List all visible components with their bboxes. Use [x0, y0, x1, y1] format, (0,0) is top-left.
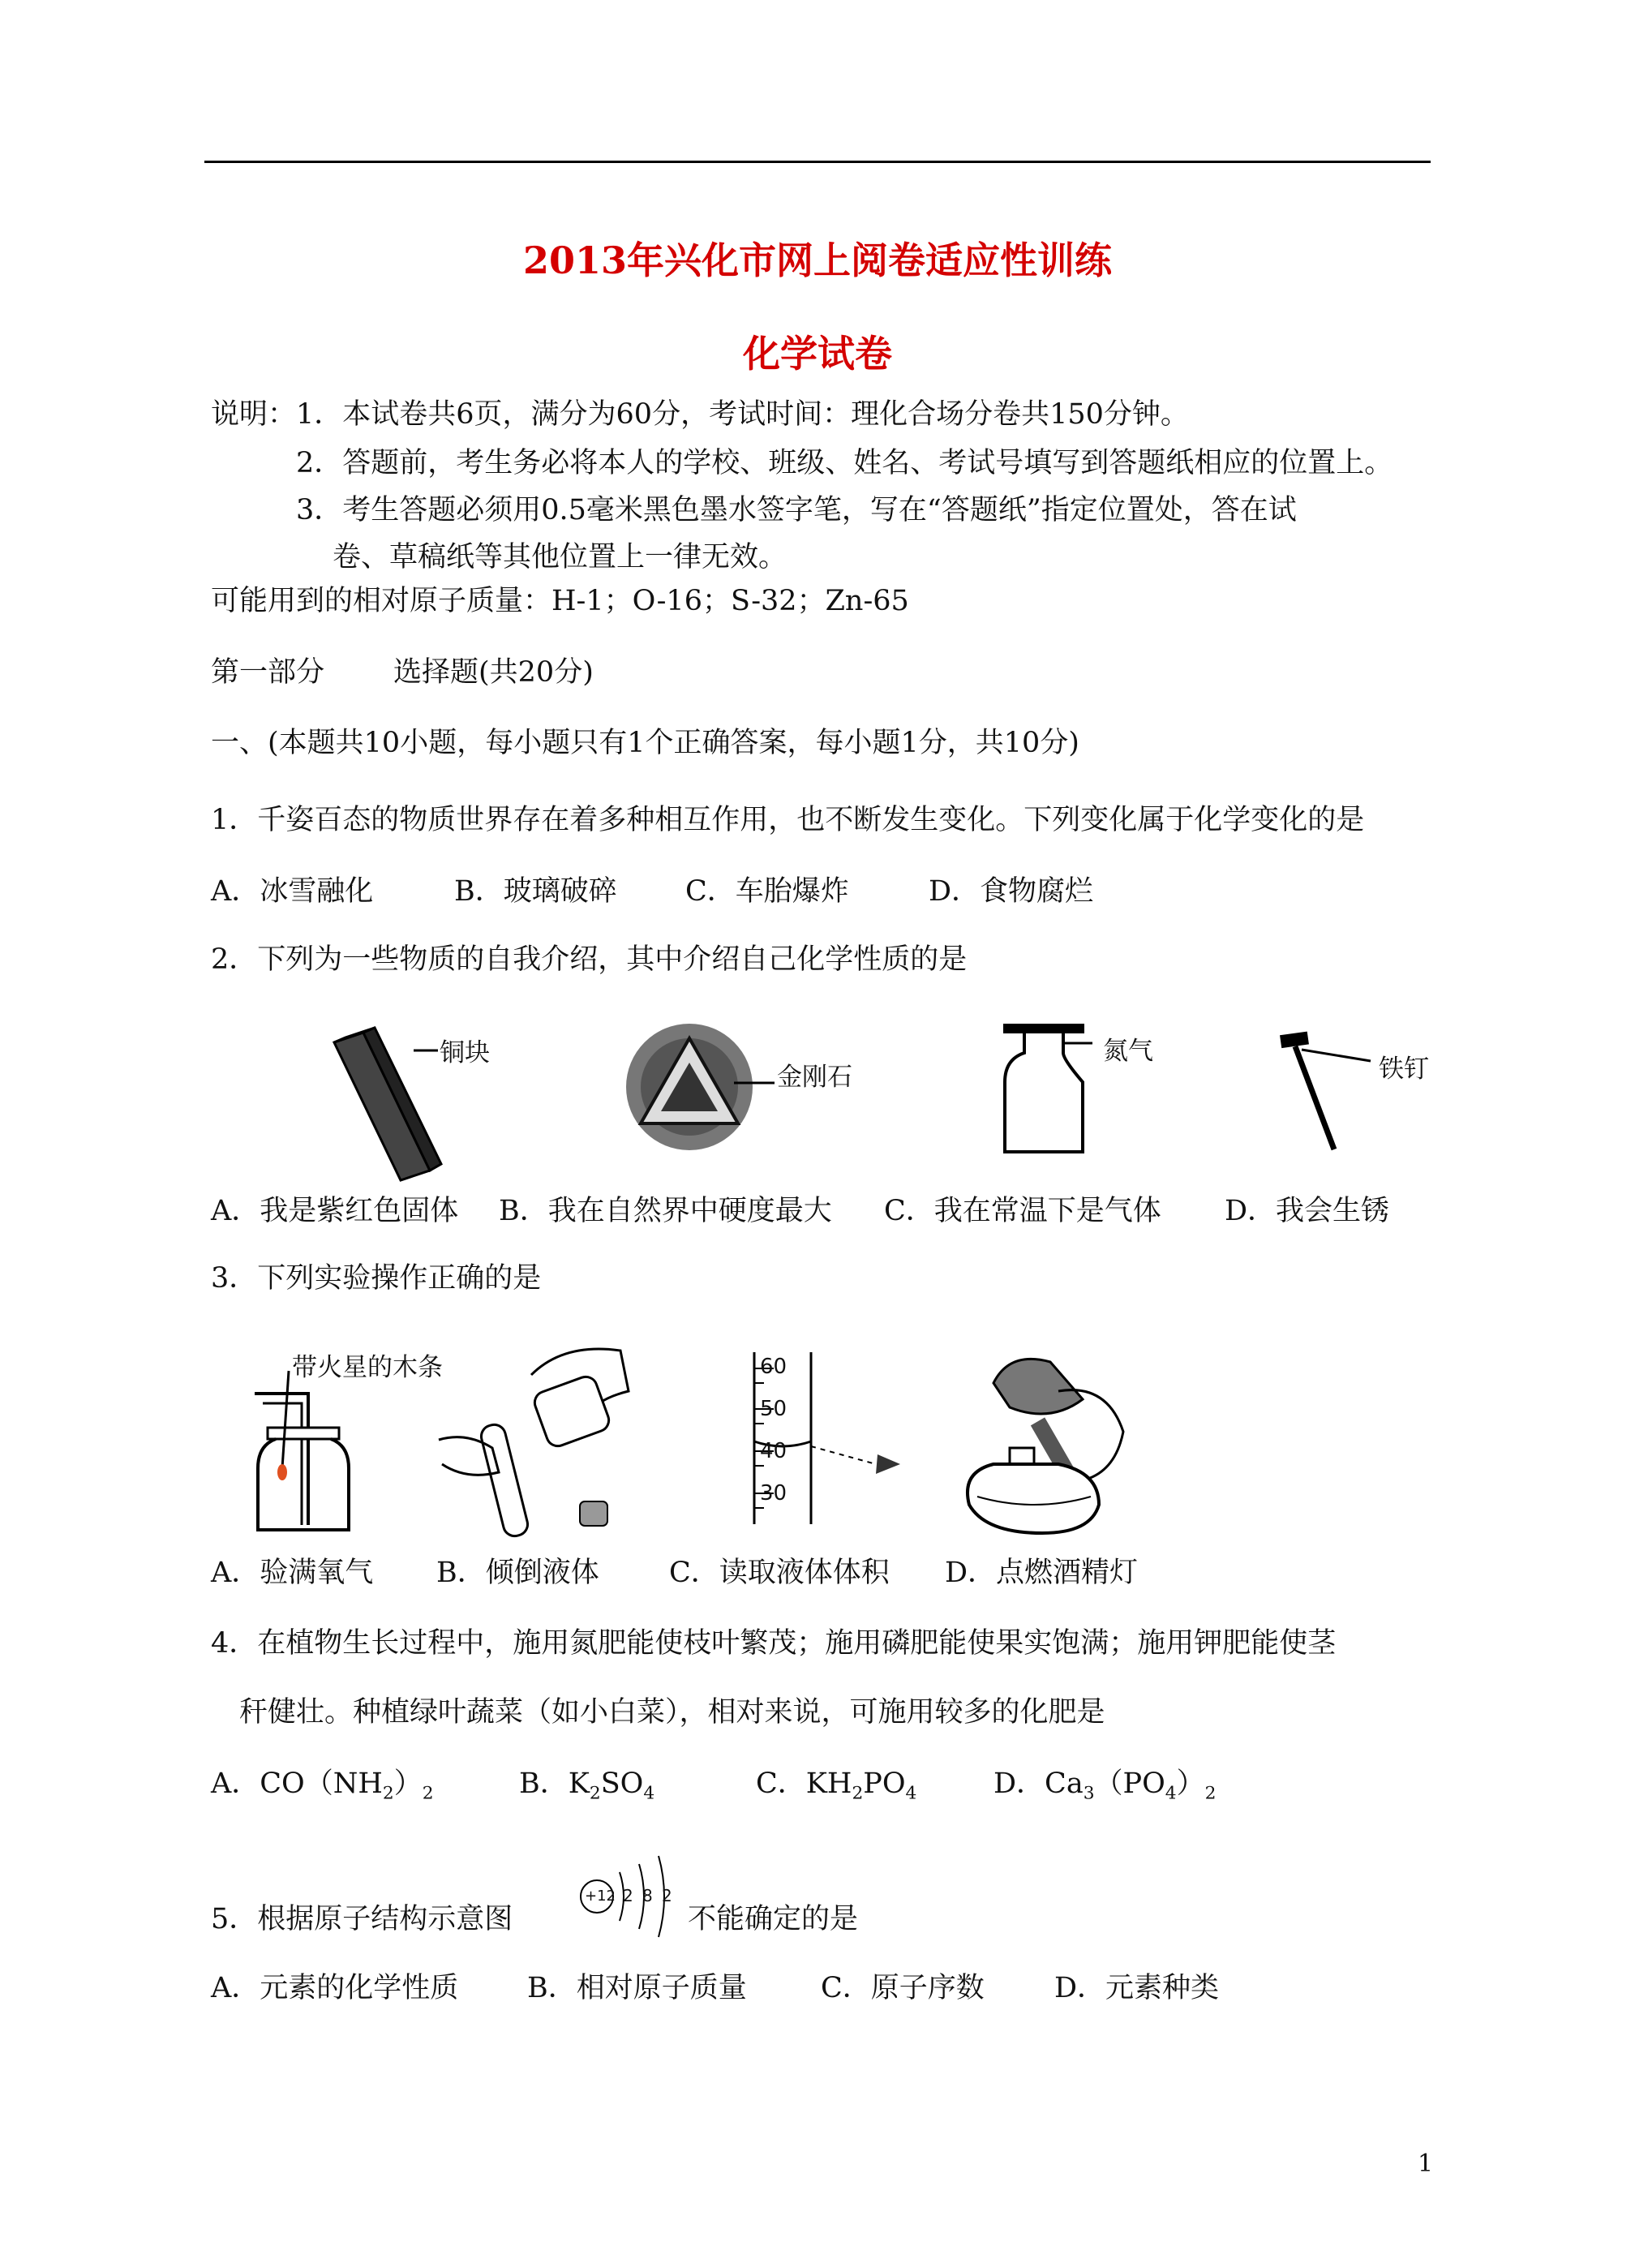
- oxygen-test-image: [251, 1371, 357, 1533]
- q5-stem-before: 5．根据原子结构示意图: [211, 1903, 513, 1935]
- q3-option-a: A．验满氧气: [211, 1557, 374, 1589]
- label-nitrogen: 氮气: [1103, 1037, 1153, 1066]
- iron-nail-image: [1277, 1032, 1375, 1153]
- top-rule: [204, 161, 1431, 163]
- tick-40: 40: [760, 1439, 787, 1463]
- gas-bottle-image: [1002, 1022, 1099, 1160]
- q5-option-d: D．元素种类: [1054, 1972, 1220, 2004]
- q4-option-a: A．$CO(NH_2)_2$: [211, 1768, 434, 1804]
- pouring-liquid-image: [434, 1342, 637, 1537]
- tick-30: 30: [760, 1481, 787, 1506]
- atomic-structure-diagram: [577, 1852, 687, 1941]
- shell-2-electrons: 8: [642, 1886, 653, 1905]
- q4-stem-line2: 秆健壮。种植绿叶蔬菜（如小白菜），相对来说，可施用较多的化肥是: [239, 1696, 1105, 1729]
- q1-option-b: B．玻璃破碎: [454, 875, 617, 908]
- nucleus-charge: +12: [585, 1888, 616, 1905]
- q5-option-c: C．原子序数: [821, 1972, 985, 2004]
- instruction-3-cont: 卷、草稿纸等其他位置上一律无效。: [333, 541, 787, 573]
- q3-option-b: B．倾倒液体: [436, 1557, 599, 1589]
- exam-title: 2013年兴化市网上阅卷适应性训练: [522, 238, 1113, 282]
- q4-option-b: B．$K_2SO_4$: [519, 1768, 655, 1804]
- shell-1-electrons: 2: [623, 1886, 633, 1905]
- shell-3-electrons: 2: [662, 1886, 672, 1905]
- page-number: 1: [1418, 2150, 1434, 2178]
- q4-stem-line1: 4．在植物生长过程中，施用氮肥能使枝叶繁茂；施用磷肥能使果实饱满；施用钾肥能使茎: [211, 1627, 1337, 1660]
- label-glowing-splint: 带火星的木条: [292, 1353, 443, 1382]
- q1-option-c: C．车胎爆炸: [685, 875, 849, 908]
- q5-stem-after: 不能确定的是: [688, 1903, 859, 1935]
- q1-stem: 1．千姿百态的物质世界存在着多种相互作用，也不断发生变化。下列变化属于化学变化的是: [211, 804, 1365, 836]
- tick-60: 60: [760, 1355, 787, 1379]
- q1-option-a: A．冰雪融化: [211, 875, 374, 908]
- label-diamond: 金刚石: [777, 1063, 852, 1092]
- q2-option-c: C．我在常温下是气体: [884, 1195, 1161, 1227]
- q3-stem: 3．下列实验操作正确的是: [211, 1262, 542, 1295]
- q4-option-c: C．$KH_2PO_4$: [756, 1768, 917, 1804]
- alcohol-lamp-image: [961, 1351, 1131, 1537]
- q3-option-c: C．读取液体体积: [669, 1557, 890, 1589]
- atomic-masses: 可能用到的相对原子质量：H-1；O-16；S-32；Zn-65: [211, 585, 909, 617]
- q2-option-d: D．我会生锈: [1225, 1195, 1390, 1227]
- tick-50: 50: [760, 1397, 787, 1421]
- instructions-label: 说明：: [211, 398, 297, 431]
- q5-option-a: A．元素的化学性质: [211, 1972, 459, 2004]
- section1-heading: 一、(本题共10小题，每小题只有1个正确答案，每小题1分，共10分): [211, 727, 1079, 759]
- part1-title: 选择题(共20分): [393, 656, 594, 689]
- q2-option-b: B．我在自然界中硬度最大: [499, 1195, 832, 1227]
- diamond-image: [620, 1018, 766, 1164]
- q1-option-d: D．食物腐烂: [929, 875, 1094, 908]
- instruction-3: 3．考生答题必须用0.5毫米黑色墨水签字笔，写在“答题纸”指定位置处，答在试: [296, 494, 1297, 526]
- exam-subtitle: 化学试卷: [743, 332, 892, 376]
- label-iron-nail: 铁钉: [1379, 1055, 1429, 1084]
- q2-option-a: A．我是紫红色固体: [211, 1195, 459, 1227]
- q3-option-d: D．点燃酒精灯: [945, 1557, 1139, 1589]
- q5-option-b: B．相对原子质量: [527, 1972, 747, 2004]
- instruction-1: 1．本试卷共6页，满分为60分，考试时间：理化合场分卷共150分钟。: [296, 398, 1189, 431]
- instruction-2: 2．答题前，考生务必将本人的学校、班级、姓名、考试号填写到答题纸相应的位置上。: [296, 447, 1393, 479]
- q4-option-d: D．$Ca_3(PO_4)_2$: [993, 1768, 1217, 1804]
- label-copper-block: 铜块: [440, 1038, 490, 1067]
- part1-label: 第一部分: [211, 656, 325, 689]
- q2-stem: 2．下列为一些物质的自我介绍，其中介绍自己化学性质的是: [211, 943, 968, 976]
